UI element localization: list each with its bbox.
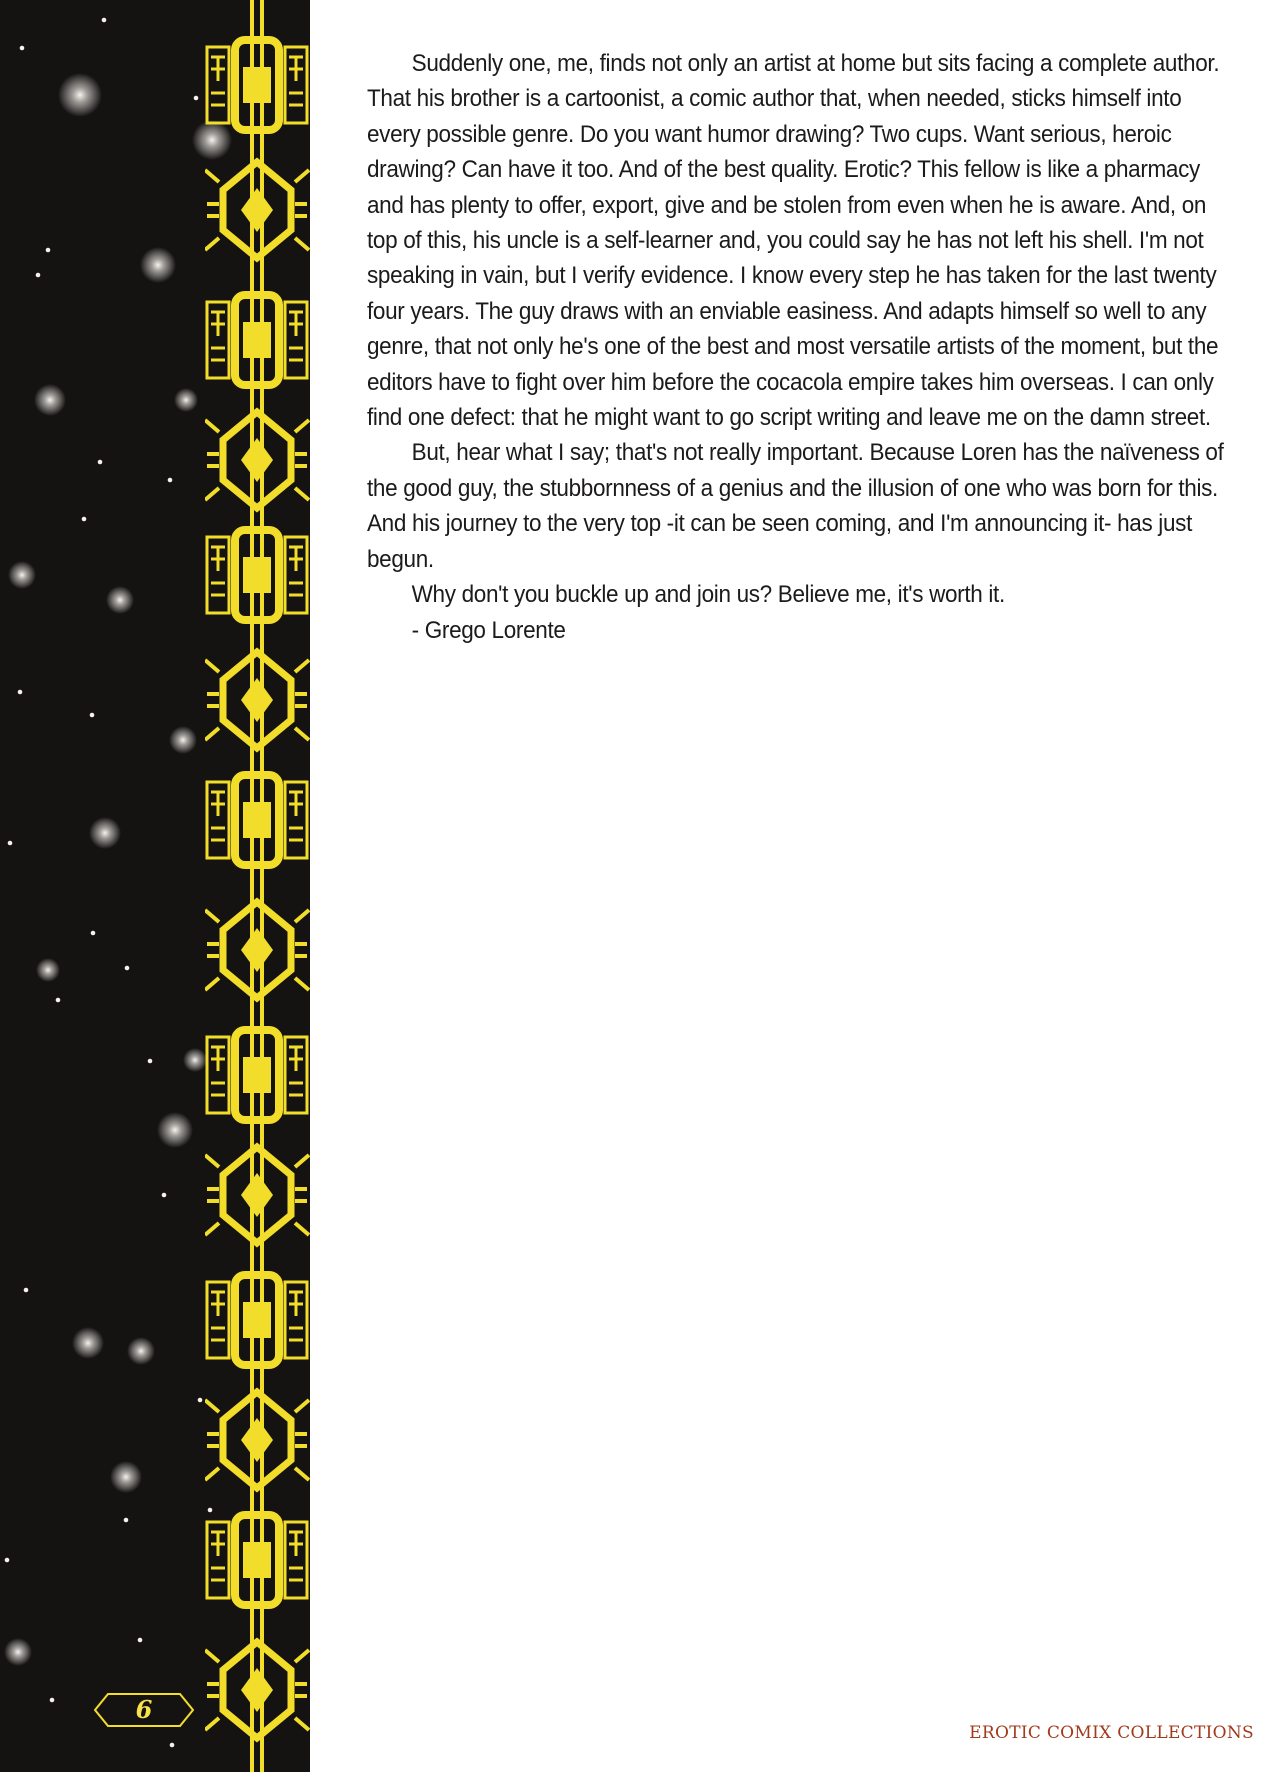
ornament-glyph	[205, 162, 309, 258]
star	[194, 96, 199, 101]
ornament-link	[207, 1030, 307, 1120]
star	[98, 460, 103, 465]
star	[138, 1638, 143, 1643]
star	[82, 517, 87, 522]
ornament-glyph	[205, 412, 309, 508]
star	[106, 586, 134, 614]
ornament-glyph	[205, 1642, 309, 1738]
star	[168, 478, 173, 483]
starfield-sidebar	[0, 0, 310, 1772]
star	[24, 1288, 29, 1293]
paragraph-2: But, hear what I say; that's not really important. Because Loren has the naïveness of the good guy, the stubbornness of a genius and the illusion of one who was born for this. And his journey to the very top -it can be seen coming, and I'm announcing it- has just begun.	[367, 439, 1224, 573]
ornament-link	[207, 530, 307, 620]
chain-rail	[260, 0, 264, 1772]
star	[56, 998, 61, 1003]
footer-brand: EROTIC COMIX COLLECTIONS	[969, 1723, 1254, 1743]
star	[125, 966, 130, 971]
ornament-link	[207, 40, 307, 130]
star	[183, 1048, 207, 1072]
star	[124, 1518, 129, 1523]
page-number: 6	[135, 1695, 153, 1724]
ornament-link	[207, 295, 307, 385]
ornament-link	[207, 1515, 307, 1605]
star	[174, 388, 198, 412]
ornament-glyph	[205, 902, 309, 998]
star	[157, 1112, 193, 1148]
star	[102, 18, 107, 23]
star	[110, 1461, 142, 1493]
star	[162, 1193, 167, 1198]
chain-rail	[250, 0, 254, 1772]
star	[198, 1398, 203, 1403]
star	[140, 247, 176, 283]
star	[127, 1337, 155, 1365]
star	[5, 1558, 10, 1563]
star	[170, 1743, 175, 1748]
ornament-link	[207, 775, 307, 865]
star	[72, 1327, 104, 1359]
star	[91, 931, 96, 936]
star	[36, 273, 41, 278]
ornament-link	[207, 1275, 307, 1365]
author-signature: - Grego Lorente	[411, 616, 566, 644]
star	[4, 1638, 32, 1666]
star	[90, 713, 95, 718]
star	[8, 561, 36, 589]
star	[89, 817, 121, 849]
paragraph-1: Suddenly one, me, finds not only an artist at home but sits facing a complete author. That his brother is a cartoonist, a comic author that, when needed, sticks himself into every possible genre. Do you want humor drawing? Two cups. Want serious, heroic drawing? Can have it too. And of the best quality. Erotic? This fellow is like a pharmacy and has plenty to offer, export, give and be stolen from even when he is aware. And, on top of this, his uncle is a self-learner and, you could say he has not left his shell. I'm not speaking in vain, but I verify evidence. I know every step he has taken for the last twenty four years. The guy draws with an enviable easiness. And adapts himself so well to any genre, that not only he's one of the best and most versatile artists of the moment, but the editors have to fight over him before the cocacola empire takes him overseas. I can only find one defect: that he might want to go script writing and leave me on the damn street.	[367, 50, 1220, 432]
star	[34, 384, 66, 416]
star	[46, 248, 51, 253]
paragraph-3: Why don't you buckle up and join us? Believe me, it's worth it.	[411, 581, 1005, 609]
star	[50, 1698, 55, 1703]
ornament-glyph	[205, 1392, 309, 1488]
star	[169, 726, 197, 754]
star	[58, 73, 102, 117]
star	[8, 841, 13, 846]
ornament-glyph	[205, 1147, 309, 1243]
article-body	[367, 46, 1227, 648]
star	[148, 1059, 153, 1064]
star	[18, 690, 23, 695]
ornament-glyph	[205, 652, 309, 748]
star	[36, 958, 60, 982]
star	[20, 46, 25, 51]
golden-chain-ornament	[205, 0, 310, 1772]
